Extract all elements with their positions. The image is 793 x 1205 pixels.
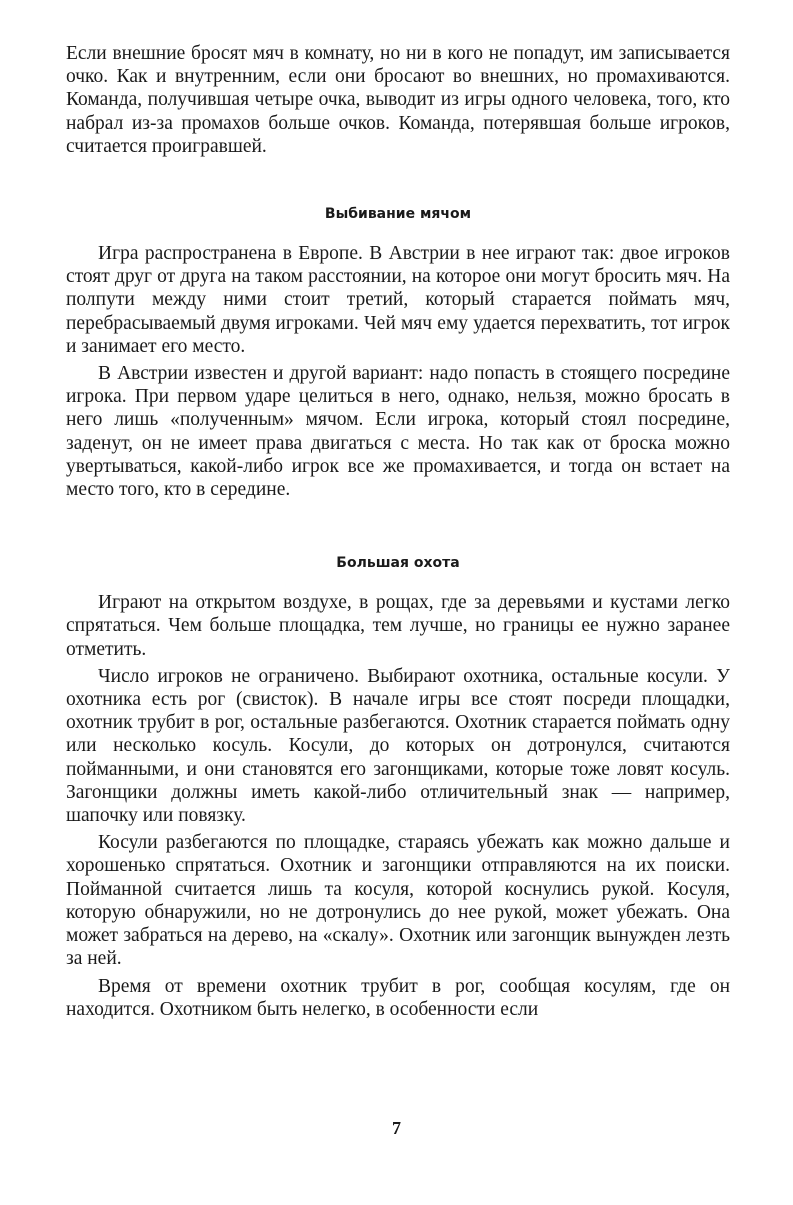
paragraph: В Австрии известен и другой вариант: надо попасть в стоящего посредине игрока. При первом ударе целиться в него, однако, нельзя, можно бросать в него лишь «полученным» мячом. Если игрока, который стоял посредине, заденут, он не имеет права двигаться с места. Но так как от броска можно увертываться, какой-либо игрок все же промахивается, и тогда он встает на место того, кто в середине. <box>66 363 730 501</box>
paragraph: Время от времени охотник трубит в рог, сообщая косулям, где он находится. Охотником быть нелегко, в особенности если <box>66 975 730 1020</box>
page-body <box>66 42 730 1021</box>
paragraph-intro: Если внешние бросят мяч в комнату, но ни в кого не попадут, им записывается очко. Как и внутренним, если они бросают во внешних, но промахиваются. Команда, получившая четыре очка, выводит из игры одного человека, того, кто набрал из-за промахов больше очков. Команда, потерявшая больше игроков, считается проигравшей. <box>66 43 730 157</box>
paragraph: Число игроков не ограничено. Выбирают охотника, остальные косули. У охотника есть рог (свисток). В начале игры все стоят посреди площадки, охотник трубит в рог, остальные разбегаются. Охотник старается поймать одну или несколько косуль. Косули, до которых он дотронулся, считаются пойманными, и они становятся его загонщиками, которые тоже ловят косуль. Загонщики должны иметь какой-либо отличительный знак — например, шапочку или повязку. <box>66 665 730 827</box>
section-heading-bolshaya-okhota: Большая охота <box>336 555 460 572</box>
page-number: 7 <box>392 1118 401 1138</box>
paragraph: Косули разбегаются по площадке, стараясь убежать как можно дальше и хорошенько спрятаться. Охотник и загонщики отправляются на их поиски. Пойманной считается лишь та косуля, которой коснулись рукой. Косуля, которую обнаружили, но не дотронулись до нее рукой, может убежать. Она может забраться на дерево, на «скалу». Охотник или загонщик вынужден лезть за ней. <box>66 832 730 970</box>
section-heading-vybivanie: Выбивание мячом <box>324 206 472 223</box>
paragraph: Играют на открытом воздухе, в рощах, где за деревьями и кустами легко спрятаться. Чем больше площадка, тем лучше, но границы ее нужно заранее отметить. <box>66 592 730 660</box>
paragraph: Игра распространена в Европе. В Австрии в нее играют так: двое игроков стоят друг от друга на таком расстоянии, на которое они могут бросить мяч. На полпути между ними стоит третий, который старается поймать мяч, перебрасываемый двумя игроками. Чей мяч ему удается перехватить, тот игрок и занимает его место. <box>66 243 730 357</box>
